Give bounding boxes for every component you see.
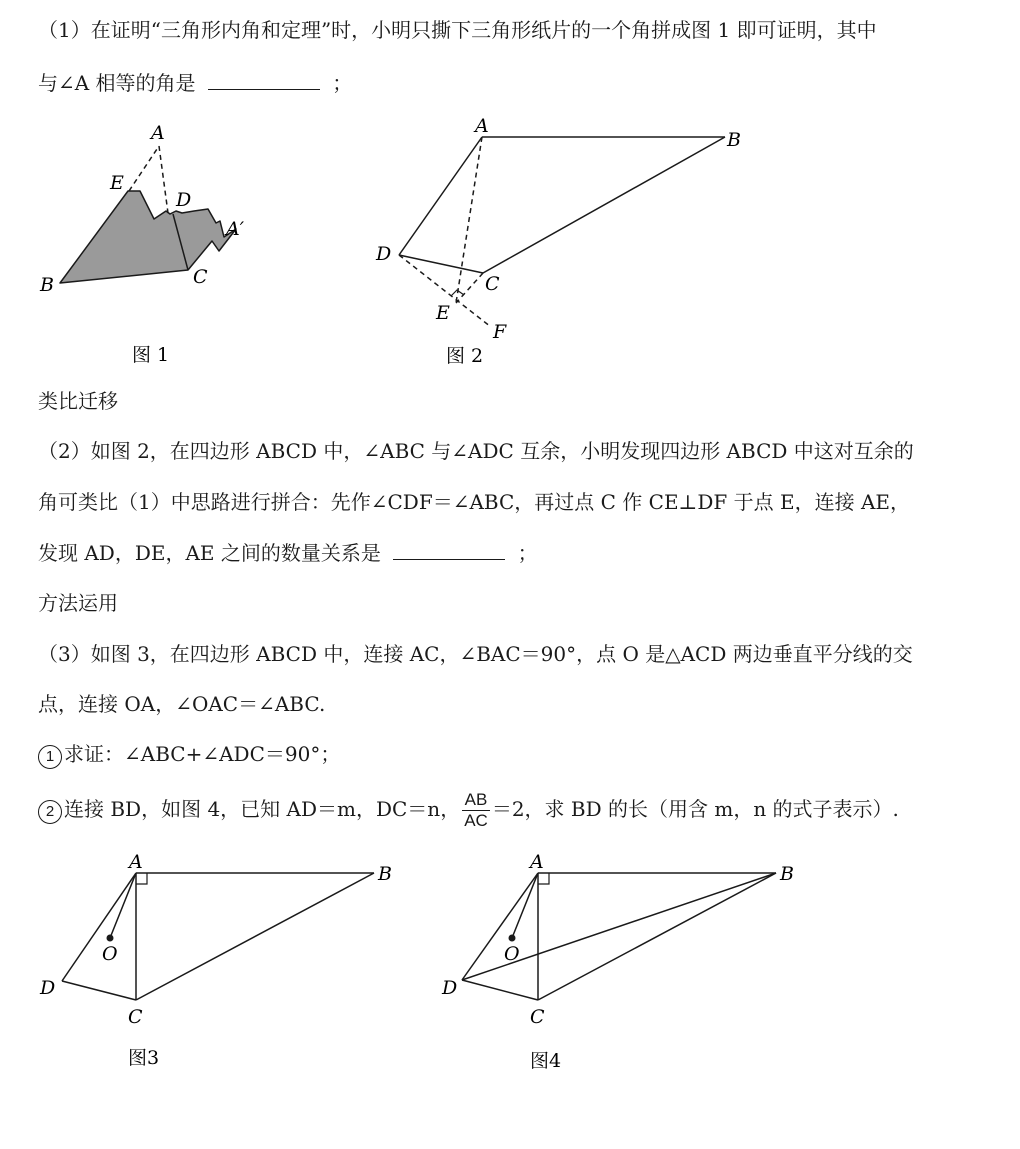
segment-BC [136,873,374,1000]
fig2-label-F: F [493,321,507,343]
fig1-label-E: E [110,172,124,194]
fig2-label-A: A [475,115,489,137]
fraction-denominator: AC [464,811,488,830]
segment-DC [462,980,538,1000]
part3-sub2 [38,787,899,831]
fig4-label-A: A [530,851,544,873]
section-analogy-heading: 类比迁移 [38,389,118,413]
fig1-label-B: B [40,274,54,296]
part1-line2-suffix: ； [332,71,353,95]
fig1-caption: 图 1 [132,344,170,366]
fig1-label-A: A [151,122,165,144]
fig3-label-D: D [40,977,56,999]
fig4-caption: 图4 [530,1050,562,1072]
section-method-heading: 方法运用 [38,591,118,615]
answer-blank-1[interactable] [208,69,320,90]
part3-sub1 [38,740,340,769]
fig2-label-D: D [376,243,392,265]
fig4-label-C: C [530,1006,545,1028]
fig3-label-O: O [102,943,118,965]
part2-line3-suffix: ； [517,541,538,565]
part1-line2-prefix: 与∠A 相等的角是 [38,71,196,95]
fig2-label-B: B [727,129,741,151]
fig3-label-C: C [128,1006,143,1028]
circled-number-1: 1 [38,745,62,769]
segment-BC [538,873,776,1000]
part2-line3 [38,539,538,567]
fig4-label-B: B [780,863,794,885]
fraction-numerator: AB [462,790,490,811]
dashed-line-AD [159,146,168,213]
part3-sub2-suffix: ＝2，求 BD 的长（用含 m，n 的式子表示）. [491,797,899,821]
right-angle-mark [136,873,147,884]
part3-sub2-prefix: 连接 BD，如图 4，已知 AD＝m，DC＝n， [64,797,461,821]
figure-3 [30,848,410,1078]
fig1-label-C: C [193,266,208,288]
point-O [509,935,516,942]
fig1-label-D: D [176,189,192,211]
segment-AO [512,873,538,938]
fig4-label-O: O [504,943,520,965]
fig4-label-D: D [442,977,458,999]
fraction-ab-over-ac [462,790,490,831]
part2-line2: 角可类比（1）中思路进行拼合：先作∠CDF＝∠ABC，再过点 C 作 CE⊥DF 于点 E，连接 AE， [38,490,910,514]
segment-AD [462,873,538,980]
fig2-label-E: E [436,302,450,324]
segment-DC [62,981,136,1000]
torn-paper-shape [60,191,236,283]
dashed-segment-CE [456,273,483,303]
part2-line1: （2）如图 2，在四边形 ABCD 中，∠ABC 与∠ADC 互余，小明发现四边形 ABCD 中这对互余的 [38,439,914,463]
part3-line2: 点，连接 OA，∠OAC＝∠ABC. [38,692,326,716]
part2-line3-prefix: 发现 AD，DE，AE 之间的数量关系是 [38,541,381,565]
fig3-label-B: B [378,863,392,885]
fig2-caption: 图 2 [446,345,484,367]
part3-line1: （3）如图 3，在四边形 ABCD 中，连接 AC，∠BAC＝90°，点 O 是△ACD 两边垂直平分线的交 [38,642,913,666]
fig3-label-A: A [129,851,143,873]
figure-4 [430,848,820,1078]
fig2-label-C: C [485,273,500,295]
part3-sub1-text: 求证：∠ABC+∠ADC＝90°； [64,742,341,766]
segment-AD [62,873,136,981]
segment-BC [483,137,725,273]
answer-blank-2[interactable] [393,539,505,560]
right-angle-mark [538,873,549,884]
part1-line1: （1）在证明“三角形内角和定理”时，小明只撕下三角形纸片的一个角拼成图 1 即可证明，其中 [38,18,877,42]
part1-line2 [38,69,352,97]
segment-DC [399,255,483,273]
circled-number-2: 2 [38,800,62,824]
fig3-caption: 图3 [128,1047,160,1069]
dashed-segment-AE [456,137,482,303]
fig1-label-A-prime: A′ [226,218,245,240]
point-O [107,935,114,942]
figure-2 [370,110,760,375]
dashed-line-EA [129,146,159,191]
figure-1 [30,115,270,375]
segment-AD [399,137,482,255]
